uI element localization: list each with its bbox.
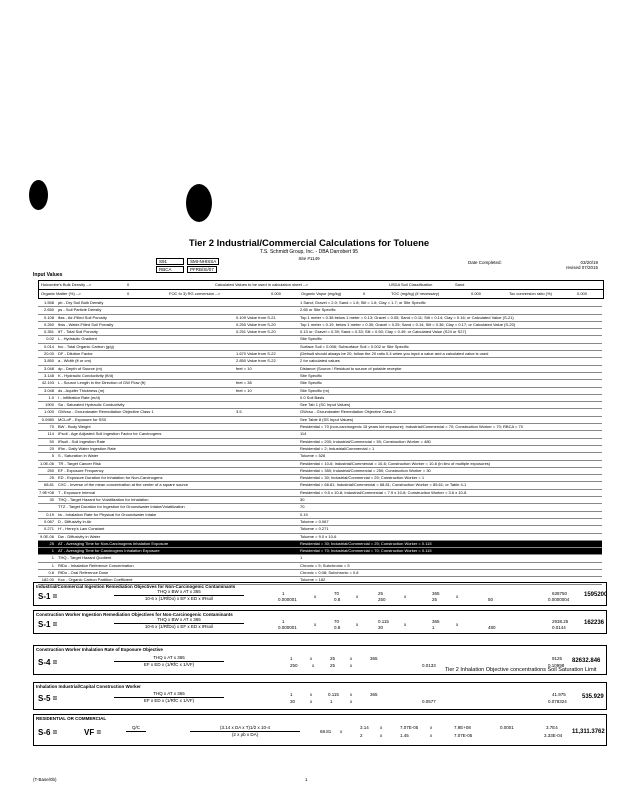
eq-cell: 68.81	[320, 729, 332, 734]
eq-ingestion-construction	[33, 610, 607, 634]
eq-numerator: THQ x BW x AT x 365	[114, 589, 244, 596]
code-boxes	[156, 258, 219, 274]
input-row	[38, 336, 602, 343]
input-row	[38, 344, 602, 351]
input-row	[38, 300, 602, 307]
eq-result-numerator: 638750	[552, 591, 568, 596]
eq-cell: x	[310, 656, 313, 661]
eq-cell: x	[310, 699, 313, 704]
eq-cell: x	[310, 692, 313, 697]
eq-cell: 25	[330, 656, 336, 661]
organic-matter-value: 0	[127, 291, 130, 296]
input-label: RfDo - Inhalation Reference Concentration	[58, 562, 134, 568]
date-completed	[468, 260, 598, 270]
eq-cell: x	[430, 733, 433, 738]
eq-cell: 0.115	[378, 619, 389, 624]
input-label: L - Hydraulic Gradient	[58, 336, 97, 342]
eq-cell: 250	[290, 663, 298, 668]
input-guidance: Residential = 9.5 x 10-8; Industrial/Commercial = 7.9 x 10-8; Construction Worker = 3.6 x 10-8	[300, 489, 467, 495]
input-label: EF - Exposure Frequency	[58, 467, 104, 473]
input-row	[38, 373, 602, 380]
input-row	[38, 380, 602, 387]
input-row	[38, 402, 602, 409]
input-value: 3.048	[43, 387, 54, 393]
eq-denominator: EF x ED x (1/RfC x 1/VF)	[143, 698, 195, 703]
input-label: Koc - Organic Carbon Partition Coefficient	[58, 577, 133, 583]
input-note: 0.251 Value from S-20	[236, 329, 276, 335]
input-guidance: 1 Sand; Gravel = 2.0; Sand = 1.8; Silt = 1.6; Clay = 1.7; or Site Specific	[300, 300, 426, 305]
input-value: 50	[49, 438, 54, 444]
input-value: 2.650	[43, 307, 54, 313]
input-note: 2.850 Value from S-22	[236, 358, 276, 364]
input-label: D - Diffusivity in Air	[58, 518, 92, 524]
eq-result: 11,311.3762	[572, 729, 605, 735]
input-value: 0.8	[48, 569, 54, 575]
input-label: DF - Dilution Factor	[58, 351, 93, 357]
input-value: 5	[51, 453, 54, 459]
input-guidance: Site Specific	[300, 336, 323, 342]
eq-cell: 25	[378, 591, 384, 596]
input-guidance: Toluene = 182	[300, 577, 326, 583]
revision-note: revised 07/2015	[565, 265, 598, 270]
input-label: S - Saturation in Water	[58, 453, 99, 459]
eq-result: 535.929	[582, 694, 604, 700]
input-value: 0.0980	[41, 416, 54, 422]
eq-denominator: 10-6 x (1/RfDo) x EF x ED x IRsoil	[144, 624, 214, 629]
input-label: K - Hydraulic Conductivity (ft/d)	[58, 372, 114, 378]
eq-numerator: (3.14 x DA x T)1/2 x 10-4	[190, 725, 300, 732]
eq-cell: 30	[290, 699, 296, 704]
input-label: foc - Total Organic Carbon (g/g)	[58, 343, 114, 349]
input-label: θas - Air-Filled Soil Porosity	[58, 314, 107, 320]
input-guidance: Toluene = 0.271	[300, 526, 329, 532]
toc-ratio-label: Toc conversion ratio (%)	[509, 291, 552, 296]
input-value: 0.067	[43, 518, 54, 524]
eq-caption: Industrial/Commercial Ingestion Remediation Objectives for Non-Carcinogenic Contaminants	[36, 584, 236, 589]
eq-denominator: EF x ED x (1/RfC x 1/VF)	[143, 662, 195, 667]
input-row	[38, 329, 602, 336]
eq-caption: Inhalation Industrial/Capital Construction Worker	[36, 684, 141, 689]
eq-cell: 1	[282, 619, 285, 624]
input-value: 25	[49, 475, 54, 481]
input-row	[38, 468, 602, 475]
input-label: ρs - Soil Particle Density	[58, 307, 102, 313]
eq-cell: 0.8	[334, 625, 341, 630]
input-value: 20	[49, 445, 54, 451]
eq-result-denominator: 0.078324	[548, 699, 567, 704]
input-value: 30	[49, 497, 54, 503]
input-label: IRsoil - Soil Ingestion Rate	[58, 438, 106, 444]
input-row	[38, 526, 602, 533]
input-guidance: Residential = 10-6; Industrial/Commercial = 10-6; Construction Worker = 10-6 (in lieu of multiple exposures)	[300, 460, 491, 466]
input-guidance: Residential = 2; Industrial/Commercial = 1	[300, 445, 375, 451]
page-title: Tier 2 Industrial/Commercial Calculations for Toluene	[188, 238, 430, 249]
input-row	[38, 307, 602, 314]
input-label: THQ - Target Hazard for Volatilization for Inhalation	[58, 497, 149, 503]
input-label: AT - Averaging Time for Carcinogens Inhalation Exposure	[58, 548, 160, 554]
input-guidance: 0.13 or; Gravel = 0.39; Sand = 0.33; Silt = 0.50; Clay = 0.49; or Calculated Value (S24 or S27)	[300, 329, 467, 335]
input-guidance: 70	[300, 504, 305, 510]
eq-numerator: THQ x AT x 365	[114, 691, 224, 698]
input-guidance: Chronic = 5; Subchronic = 5	[300, 562, 350, 568]
page-number: 1	[305, 777, 308, 782]
eq-cell: x	[456, 622, 459, 627]
input-row	[38, 555, 602, 562]
input-value: 0.014	[43, 343, 54, 349]
toc-ratio-value: 0.000	[577, 291, 588, 296]
bulk-density-value: 0	[127, 282, 130, 287]
input-guidance: 114	[300, 431, 307, 437]
input-row	[38, 504, 602, 511]
code-box: S91	[156, 258, 184, 265]
input-value: 114	[47, 431, 54, 437]
eq-cell: x	[340, 729, 343, 734]
input-label: THQ - Target Hazard Quotient	[58, 555, 112, 561]
eq-cell: 30	[378, 625, 384, 630]
eq-cell: 70	[334, 591, 340, 596]
input-value: 1.0E-06	[39, 460, 54, 466]
input-guidance: 2 for calculated values	[300, 358, 340, 364]
input-rows	[38, 300, 602, 585]
input-row	[38, 358, 602, 365]
input-guidance: Distance (Source / Residual to source of potable receptor	[300, 365, 402, 371]
input-row	[38, 475, 602, 482]
input-guidance: Residential = 200; Industrial/Commercial = 50; Construction Worker = 480	[300, 438, 431, 444]
eq-cell: 0.0577	[422, 699, 436, 704]
input-note: 0.250 Value from S-20	[236, 321, 276, 327]
input-guidance: Top 1 meter = 0.38 below 1 meter = 0.13; Gravel = 0.05; Sand = 0.11; Silt = 0.14; Clay = 0.16; or Calculated Value (S-21)	[300, 314, 514, 320]
input-guidance: Toluene = 526	[300, 453, 326, 459]
input-value: 0.351	[43, 329, 54, 335]
eq-cell: 0.000001	[278, 625, 297, 630]
input-note: feet = 10	[236, 365, 252, 371]
eq-cell: x	[312, 663, 315, 668]
input-guidance: 2.65 or Site Specific	[300, 307, 336, 313]
input-guidance: 1	[300, 555, 303, 561]
input-label: dp - Depth of Source (m)	[58, 365, 103, 371]
eq-ingestion-industrial	[33, 582, 607, 606]
input-row	[38, 417, 602, 424]
eq-caption: Construction Worker Ingestion Remediation Objectives for Non-Carcinogenic Contaminants	[36, 612, 233, 617]
input-label: H' - Henry's Law Constant	[58, 526, 105, 532]
overview-box-2	[38, 289, 604, 299]
eq-cell: 25	[432, 597, 438, 602]
date-value: 03/20/19	[580, 260, 598, 265]
input-guidance: 0.19	[300, 511, 308, 517]
input-guidance: Toluene = 9.0 x 10-6	[300, 533, 337, 539]
eq-lhs: S-5 =	[38, 694, 58, 703]
input-guidance: See Table 8 (SS Input Values)	[300, 416, 354, 422]
toc-value: 0.000	[471, 291, 482, 296]
input-label: TTZ - Target Duration for Ingestion for Groundwater Intake/Volatilization	[58, 504, 185, 510]
input-row	[38, 453, 602, 460]
site-number: Site #1149	[298, 256, 320, 261]
input-guidance: Residential = 30; Industrial/Commercial = 25; Construction Worker = 1	[300, 475, 425, 481]
footer-left: (T-Base/0b)	[33, 777, 57, 782]
eq-cell: 1	[432, 625, 435, 630]
input-value: 0.271	[43, 526, 54, 532]
calc-note: Calculated Values to be used in calculation sheet -->	[215, 282, 308, 287]
eq-cell: x	[350, 663, 353, 668]
eq-cell: 50	[488, 597, 494, 602]
input-value: 0.02	[46, 336, 54, 342]
input-guidance: See Tab 1 (SC Input Values)	[300, 402, 351, 408]
input-value: 0.108	[43, 314, 54, 320]
input-row	[38, 541, 602, 548]
input-guidance: Residential = 350; Industrial/Commercial = 250; Construction Worker = 30	[300, 467, 431, 473]
input-row	[38, 490, 602, 497]
input-label: Sa - Saturated Hydraulic Conductivity	[58, 402, 125, 408]
eq-cell: x	[350, 699, 353, 704]
input-row	[38, 409, 602, 416]
input-row	[38, 461, 602, 468]
eq-cell: 1	[282, 591, 285, 596]
organic-matter-label: Organic Matter (%) -->	[41, 291, 81, 296]
input-row	[38, 563, 602, 570]
input-label: ρb - Dry Soil Bulk Density	[58, 300, 104, 305]
input-guidance: Toluene = 0.067	[300, 518, 329, 524]
input-guidance: Surface Soil = 0.006; Subsurface Soil = 0.002 or Site Specific	[300, 343, 409, 349]
input-note: feet = 10	[236, 387, 252, 393]
input-label: GWcso - Groundwater Remediation Objective Class 1	[58, 409, 154, 415]
eq-cell: x	[404, 594, 407, 599]
input-label: AT - Averaging Time for Non-Carcinogens Inhalation Exposure	[58, 540, 169, 546]
eq-caption: RESIDENTIAL OR COMMERCIAL	[36, 716, 107, 721]
input-note: 1.670 Value from S-22	[236, 351, 276, 357]
eq-cell: 1	[290, 656, 293, 661]
eq-cell: x	[356, 622, 359, 627]
input-note: 0.109 Value from S-21	[236, 314, 276, 320]
eq-result-numerator: 2938.25	[552, 619, 569, 624]
soil-saturation-note: Tier 2 Inhalation Objective concentrations Soil Saturation Limit	[445, 667, 597, 673]
input-value: 25	[49, 540, 54, 546]
vf-label: VF =	[84, 728, 102, 737]
eq-volatilization-factor	[33, 714, 607, 746]
input-value: 182.00	[41, 577, 54, 583]
input-row	[38, 446, 602, 453]
input-value: 9.0E-06	[39, 533, 54, 539]
scan-artifact	[29, 180, 48, 210]
eq-result: 82632.846	[572, 658, 601, 664]
input-value: 1	[51, 562, 54, 568]
input-value: 1900	[45, 402, 54, 408]
input-row	[38, 497, 602, 504]
eq-result-denominator: 0.0000004	[548, 597, 570, 602]
foc-value: 0.000	[271, 291, 282, 296]
input-note: 3.5	[236, 409, 242, 415]
code-box: PFRB/SI/07	[187, 266, 217, 273]
input-value: 1	[51, 555, 54, 561]
input-label: θT - Total Soil Porosity	[58, 329, 98, 335]
eq-cell: 70	[334, 619, 340, 624]
eq-lhs: S-4 =	[38, 658, 58, 667]
input-guidance: Residential = 30; Industrial/Commercial = 25; Construction Worker = 0.115	[300, 540, 432, 546]
input-label: MCLoP - Exposure for SS0	[58, 416, 107, 422]
input-label: L - Source Length in the Direction of GW Flow (ft)	[58, 380, 146, 386]
input-label: RfDo - Oral Reference Dose	[58, 569, 109, 575]
eq-cell: 250	[378, 597, 386, 602]
eq-cell: x	[350, 656, 353, 661]
input-label: Iw - Inhalation Rate for Physical for Groundwater Intake	[58, 511, 157, 517]
input-row	[38, 424, 602, 431]
usda-label: USDA Soil Classification	[389, 282, 433, 287]
input-label: I - Infiltration Rate (m/d)	[58, 394, 101, 400]
eq-result: 162236	[584, 620, 605, 626]
input-guidance: Site Specific	[300, 372, 323, 378]
eq-cell: x	[380, 725, 383, 730]
eq-denominator: 10-6 x (1/RfDo) x EF x ED x IRsoil	[144, 596, 214, 601]
input-value: 3.048	[43, 365, 54, 371]
eq-cell: x	[380, 733, 383, 738]
eq-inhalation-industrial	[33, 682, 607, 710]
eq-cell: 2	[360, 733, 363, 738]
eq-denominator: (2 x ρb x DA)	[231, 732, 259, 737]
input-value: 1	[51, 548, 54, 554]
input-guidance: Residential = 70; Industrial/Commercial = 70; Construction Worker = 0.115	[300, 548, 432, 554]
eq-cell: 0.0133	[422, 663, 436, 668]
eq-cell: 365	[432, 591, 440, 596]
input-row	[38, 366, 602, 373]
input-guidance: (Default should always be 20; follow the 20 ratio 0.4 when you input a value and a calculated value is used	[300, 351, 489, 357]
eq-cell: x	[430, 725, 433, 730]
input-value: 42.193	[41, 380, 54, 386]
input-row	[38, 519, 602, 526]
input-value: 0.260	[43, 321, 54, 327]
eq-cell: 365	[432, 619, 440, 624]
eq-numerator: THQ x BW x AT x 365	[114, 617, 244, 624]
input-label: ds - Aquifer Thickness (m)	[58, 387, 105, 393]
eq-cell: 0.000001	[278, 597, 297, 602]
eq-cell: x	[314, 622, 317, 627]
input-label: Dw - Diffusivity in Water	[58, 533, 101, 539]
eq-result-numerator: 9125	[552, 656, 563, 661]
eq-result-denominator: 3.33E-04	[544, 733, 563, 738]
input-guidance: GWcso - Groundwater Remediation Objective Class 2	[300, 409, 396, 415]
qc-label: Q/C	[126, 725, 146, 732]
eq-lhs: S-1 =	[38, 592, 58, 601]
input-label: BW - Body Weight	[58, 424, 91, 430]
ovap-label: Organic Vapor (mg/kg)	[301, 291, 342, 296]
foc-label: FOC fo 3) RG conversion -->	[169, 291, 221, 296]
eq-cell: x	[456, 594, 459, 599]
input-label: ED - Exposure Duration for Inhalation for Non-Carcinogens	[58, 475, 163, 481]
eq-cell: 365	[370, 692, 378, 697]
input-value: 68.81	[43, 482, 54, 488]
input-value: 250	[47, 467, 54, 473]
input-label: CXC - Inverse of the mean concentration at the center of a square source	[58, 482, 189, 488]
scan-artifact	[186, 184, 212, 222]
input-guidance: 0.0 Soil Basis	[300, 394, 325, 400]
input-note: feet = 38	[236, 380, 252, 386]
input-row	[38, 351, 602, 358]
eq-cell: x	[404, 622, 407, 627]
input-guidance: Site Specific	[300, 380, 323, 386]
input-guidance: 30	[300, 497, 305, 503]
input-row	[38, 315, 602, 322]
page-subtitle: T.S. Schmidt Group, Inc. - DBA Darrobert 95	[259, 249, 359, 255]
eq-cell: 0.8	[334, 597, 341, 602]
eq-cell: 7.07E-05	[454, 733, 473, 738]
eq-cell: 480	[488, 625, 496, 630]
eq-cell: 7.07E-05	[400, 725, 419, 730]
eq-result: 1595200	[584, 592, 608, 598]
input-values-heading: Input Values	[33, 272, 63, 278]
input-value: 1.558	[43, 300, 54, 305]
input-guidance: Top 1 meter = 0.19, below 1 meter = 0.30; Gravel = 0.25; Sand = 0.14; Silt = 0.36; Clay = 0.17; or Calculated Value (S-20)	[300, 321, 516, 327]
input-label: IFsoil - Age Adjusted Soil Ingestion Factor for Carcinogens	[58, 431, 162, 437]
eq-cell: 0.0001	[500, 725, 514, 730]
input-row	[38, 388, 602, 395]
input-row	[38, 534, 602, 541]
input-guidance: Site Specific (m)	[300, 387, 330, 393]
date-label: Date Completed:	[468, 260, 502, 265]
eq-result-denominator: 0.0144	[552, 625, 566, 630]
input-value: 1.000	[43, 409, 54, 415]
input-row	[38, 570, 602, 577]
input-value: 3.148	[43, 372, 54, 378]
toc-label: TOC (mg/kg) (if necessary)	[391, 291, 440, 296]
input-guidance: Residential = 68.81; Industrial/Commercial = 68.81; Construction Worker = 85.61; or Table 4-1	[300, 482, 467, 488]
input-row	[38, 482, 602, 489]
input-label: IRw - Daily Water Ingestion Rate	[58, 445, 116, 451]
input-value: 0.19	[46, 511, 54, 517]
input-label: θws - Water-Filled Soil Porosity	[58, 321, 114, 327]
eq-cell: x	[350, 692, 353, 697]
input-row	[38, 512, 602, 519]
input-row	[38, 439, 602, 446]
eq-numerator: THQ x AT x 365	[114, 655, 224, 662]
eq-lhs: S-1 =	[38, 620, 58, 629]
eq-cell: 1.45	[400, 733, 409, 738]
eq-result-denominator: 0.10998	[548, 663, 565, 668]
input-value: 70	[49, 424, 54, 430]
input-row	[38, 395, 602, 402]
eq-cell: 7.9E+08	[454, 725, 471, 730]
ovap-value: 0	[363, 291, 366, 296]
eq-result-numerator: 3.7E4	[546, 725, 558, 730]
input-label: T - Exposure Interval	[58, 489, 96, 495]
input-guidance: Chronic = 0.08; Subchronic = 0.8	[300, 569, 359, 575]
eq-cell: 0.115	[328, 692, 339, 697]
eq-caption: Construction Worker Inhalation Rate of Exposure Objective	[36, 647, 163, 652]
input-value: 20.00	[43, 351, 54, 357]
code-box: SMI-NHISSA	[187, 258, 219, 265]
input-row	[38, 431, 602, 438]
input-label: TR - Target Cancer Risk	[58, 460, 101, 466]
eq-cell: x	[356, 594, 359, 599]
input-value: 3.850	[43, 358, 54, 364]
eq-cell: 1	[290, 692, 293, 697]
input-row	[38, 322, 602, 329]
input-row	[38, 548, 602, 555]
bulk-density-label: Holcombe's Bulk Density -->	[41, 282, 92, 287]
input-label: a - Width (ft or cm)	[58, 358, 92, 364]
input-value: 7.9E+08	[38, 489, 54, 495]
eq-cell: 25	[330, 663, 336, 668]
eq-cell: x	[314, 594, 317, 599]
eq-cell: 365	[370, 656, 378, 661]
usda-value: Sand	[455, 282, 465, 287]
code-box: RBCA	[156, 266, 184, 273]
eq-cell: 3.14	[360, 725, 369, 730]
eq-cell: 1	[330, 699, 333, 704]
input-guidance: Residential = 70 (non-carcinogenic 15 years kid exposure); Industrial/Commercial = 70; Construction Worker = 70; RBCA = 70	[300, 424, 523, 430]
input-value: 1.0	[48, 394, 54, 400]
eq-result-numerator: 41.975	[552, 692, 566, 697]
eq-lhs: S-6 =	[38, 728, 58, 737]
